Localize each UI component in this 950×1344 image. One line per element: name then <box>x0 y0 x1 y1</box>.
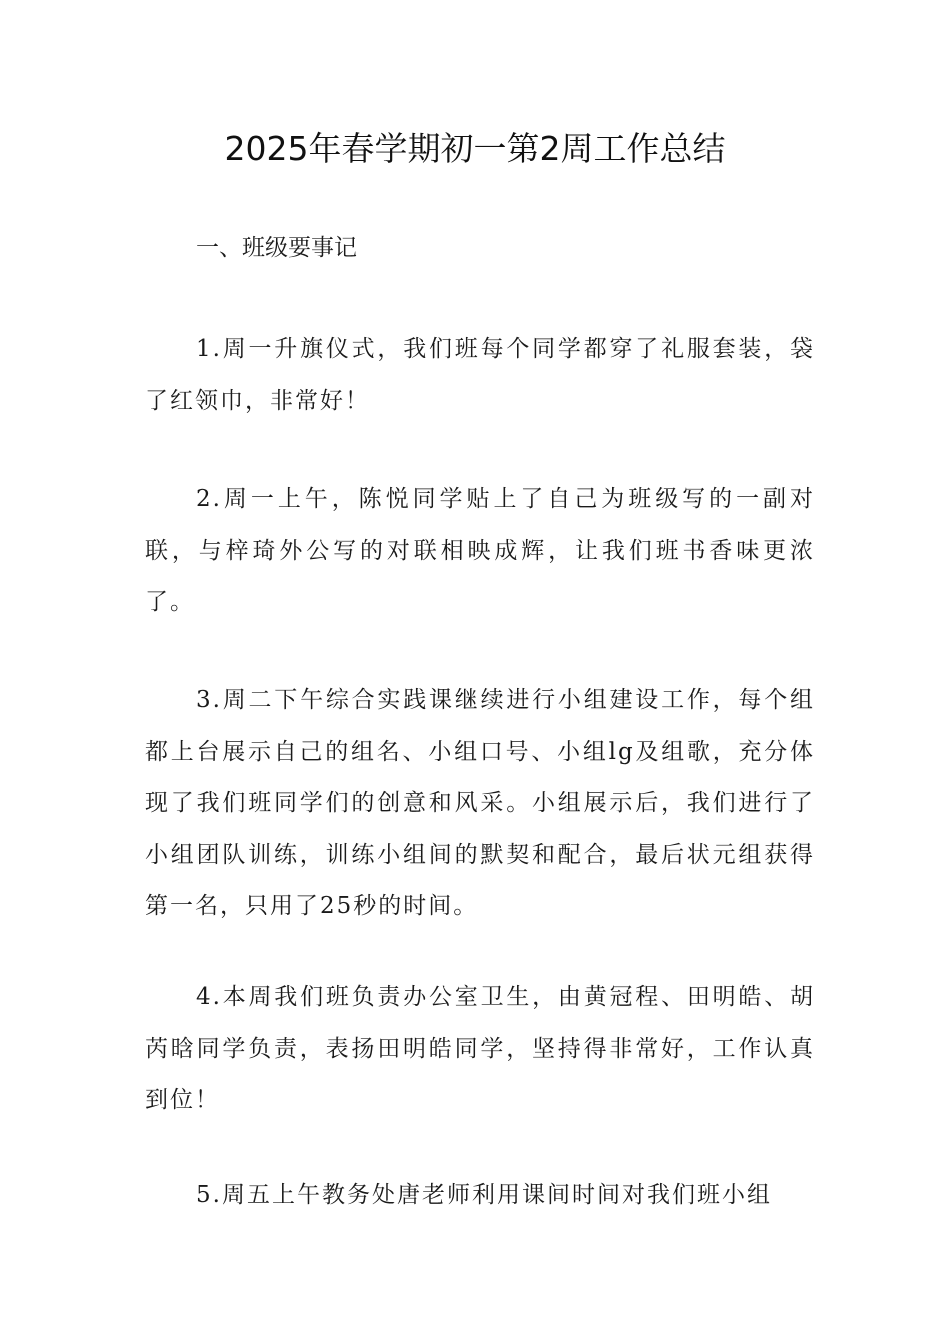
paragraph-1: 1.周一升旗仪式，我们班每个同学都穿了礼服套装，袋了红领巾，非常好！ <box>145 336 815 414</box>
paragraph-4: 4.本周我们班负责办公室卫生，由黄冠程、田明皓、胡芮晗同学负责，表扬田明皓同学，坚持得非常好，工作认真到位！ <box>145 984 815 1113</box>
paragraph-3: 3.周二下午综合实践课继续进行小组建设工作，每个组都上台展示自己的组名、小组口号、小组lg及组歌，充分体现了我们班同学们的创意和风采。小组展示后，我们进行了小组团队训练，训练小组间的默契和配合，最后状元组获得第一名，只用了25秒的时间。 <box>145 687 815 919</box>
paragraph-2: 2.周一上午，陈悦同学贴上了自己为班级写的一副对联，与梓琦外公写的对联相映成辉，让我们班书香味更浓了。 <box>145 486 815 615</box>
paragraph-5: 5.周五上午教务处唐老师利用课间时间对我们班小组 <box>196 1182 772 1208</box>
section-heading: 一、班级要事记 <box>196 235 357 261</box>
document-title: 2025年春学期初一第2周工作总结 <box>224 129 726 168</box>
